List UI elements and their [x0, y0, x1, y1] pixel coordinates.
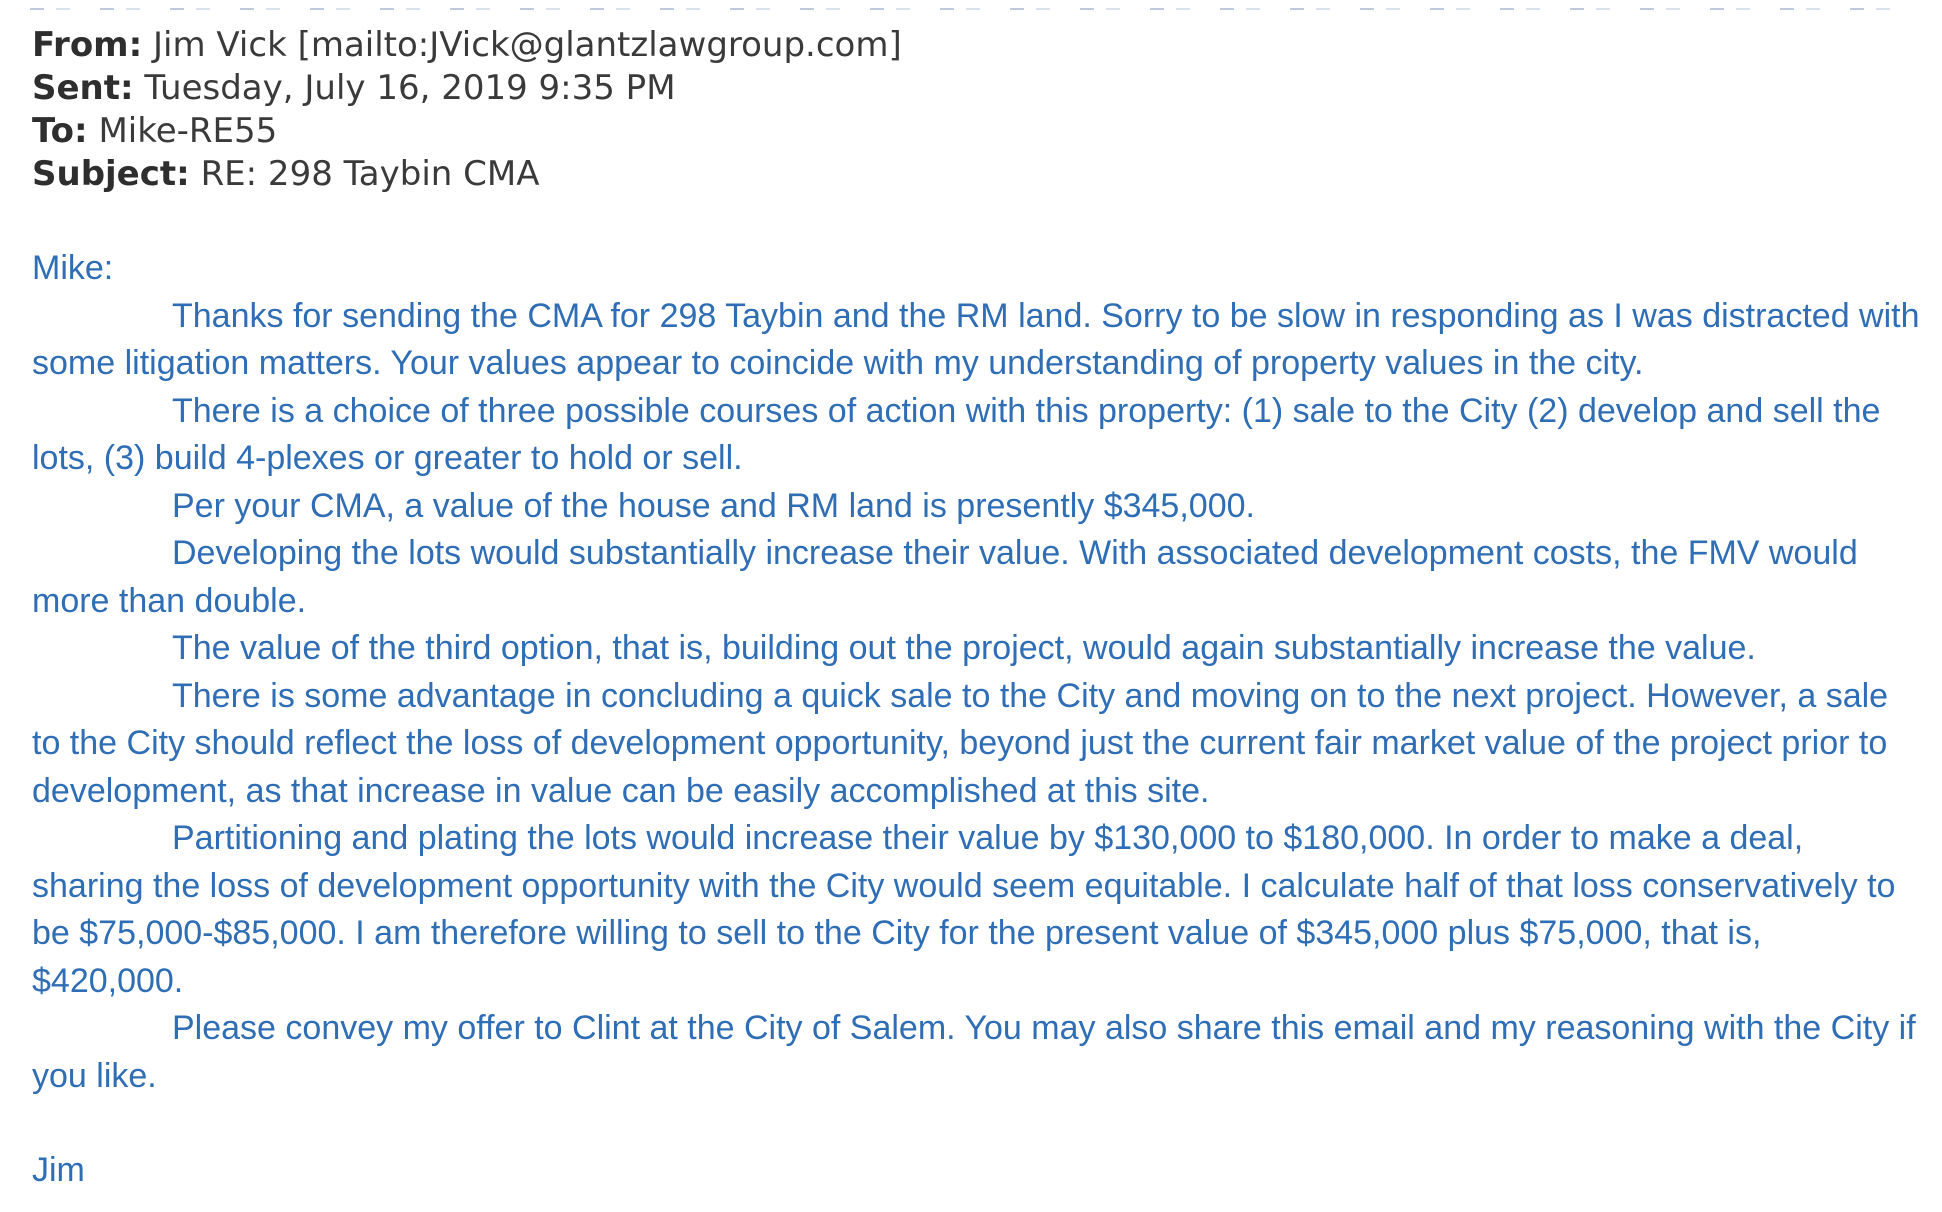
- from-value: Jim Vick [mailto:JVick@glantzlawgroup.com]: [153, 25, 902, 65]
- email-header: [32, 24, 902, 196]
- to-value: Mike-RE55: [98, 111, 278, 151]
- subject-value: RE: 298 Taybin CMA: [200, 154, 540, 194]
- from-row: [32, 24, 902, 67]
- to-label: To:: [32, 111, 88, 151]
- paragraph-developing: Developing the lots would substantially increase their value. With associated development costs, the FMV would more than double.: [32, 534, 1858, 620]
- signature: Jim: [32, 1151, 85, 1189]
- sent-row: [32, 67, 902, 110]
- email-body: [32, 245, 1922, 1195]
- salutation: Mike:: [32, 249, 114, 287]
- scan-edge-artifact: [30, 8, 1920, 10]
- paragraph-convey-offer: Please convey my offer to Clint at the City of Salem. You may also share this email and my reasoning with the City if you like.: [32, 1009, 1916, 1095]
- to-row: [32, 110, 902, 153]
- sent-label: Sent:: [32, 68, 134, 108]
- paragraph-choices: There is a choice of three possible courses of action with this property: (1) sale to the City (2) develop and sell the lots, (3) build 4-plexes or greater to hold or sell.: [32, 391, 1881, 477]
- sent-value: Tuesday, July 16, 2019 9:35 PM: [144, 68, 676, 108]
- subject-row: [32, 153, 902, 196]
- from-label: From:: [32, 25, 143, 65]
- subject-label: Subject:: [32, 154, 190, 194]
- paragraph-quick-sale: There is some advantage in concluding a quick sale to the City and moving on to the next project. However, a sale to the City should reflect the loss of development opportunity, beyond just the current fair market value of the project prior to development, as that increase in value can be easily accomplished at this site.: [32, 676, 1889, 810]
- paragraph-partitioning: Partitioning and plating the lots would increase their value by $130,000 to $180,000. In order to make a deal, sharing the loss of development opportunity with the City would seem equitable. I calculate half of that loss conservatively to be $75,000-$85,000. I am therefore willing to sell to the City for the present value of $345,000 plus $75,000, that is, $420,000.: [32, 819, 1896, 1000]
- paragraph-thanks: Thanks for sending the CMA for 298 Taybin and the RM land. Sorry to be slow in responding as I was distracted with some litigation matters. Your values appear to coincide with my understanding of property values in the city.: [32, 296, 1920, 382]
- paragraph-cma-value: Per your CMA, a value of the house and RM land is presently $345,000.: [172, 486, 1255, 525]
- paragraph-third-option: The value of the third option, that is, building out the project, would again substantially increase the value.: [172, 629, 1756, 667]
